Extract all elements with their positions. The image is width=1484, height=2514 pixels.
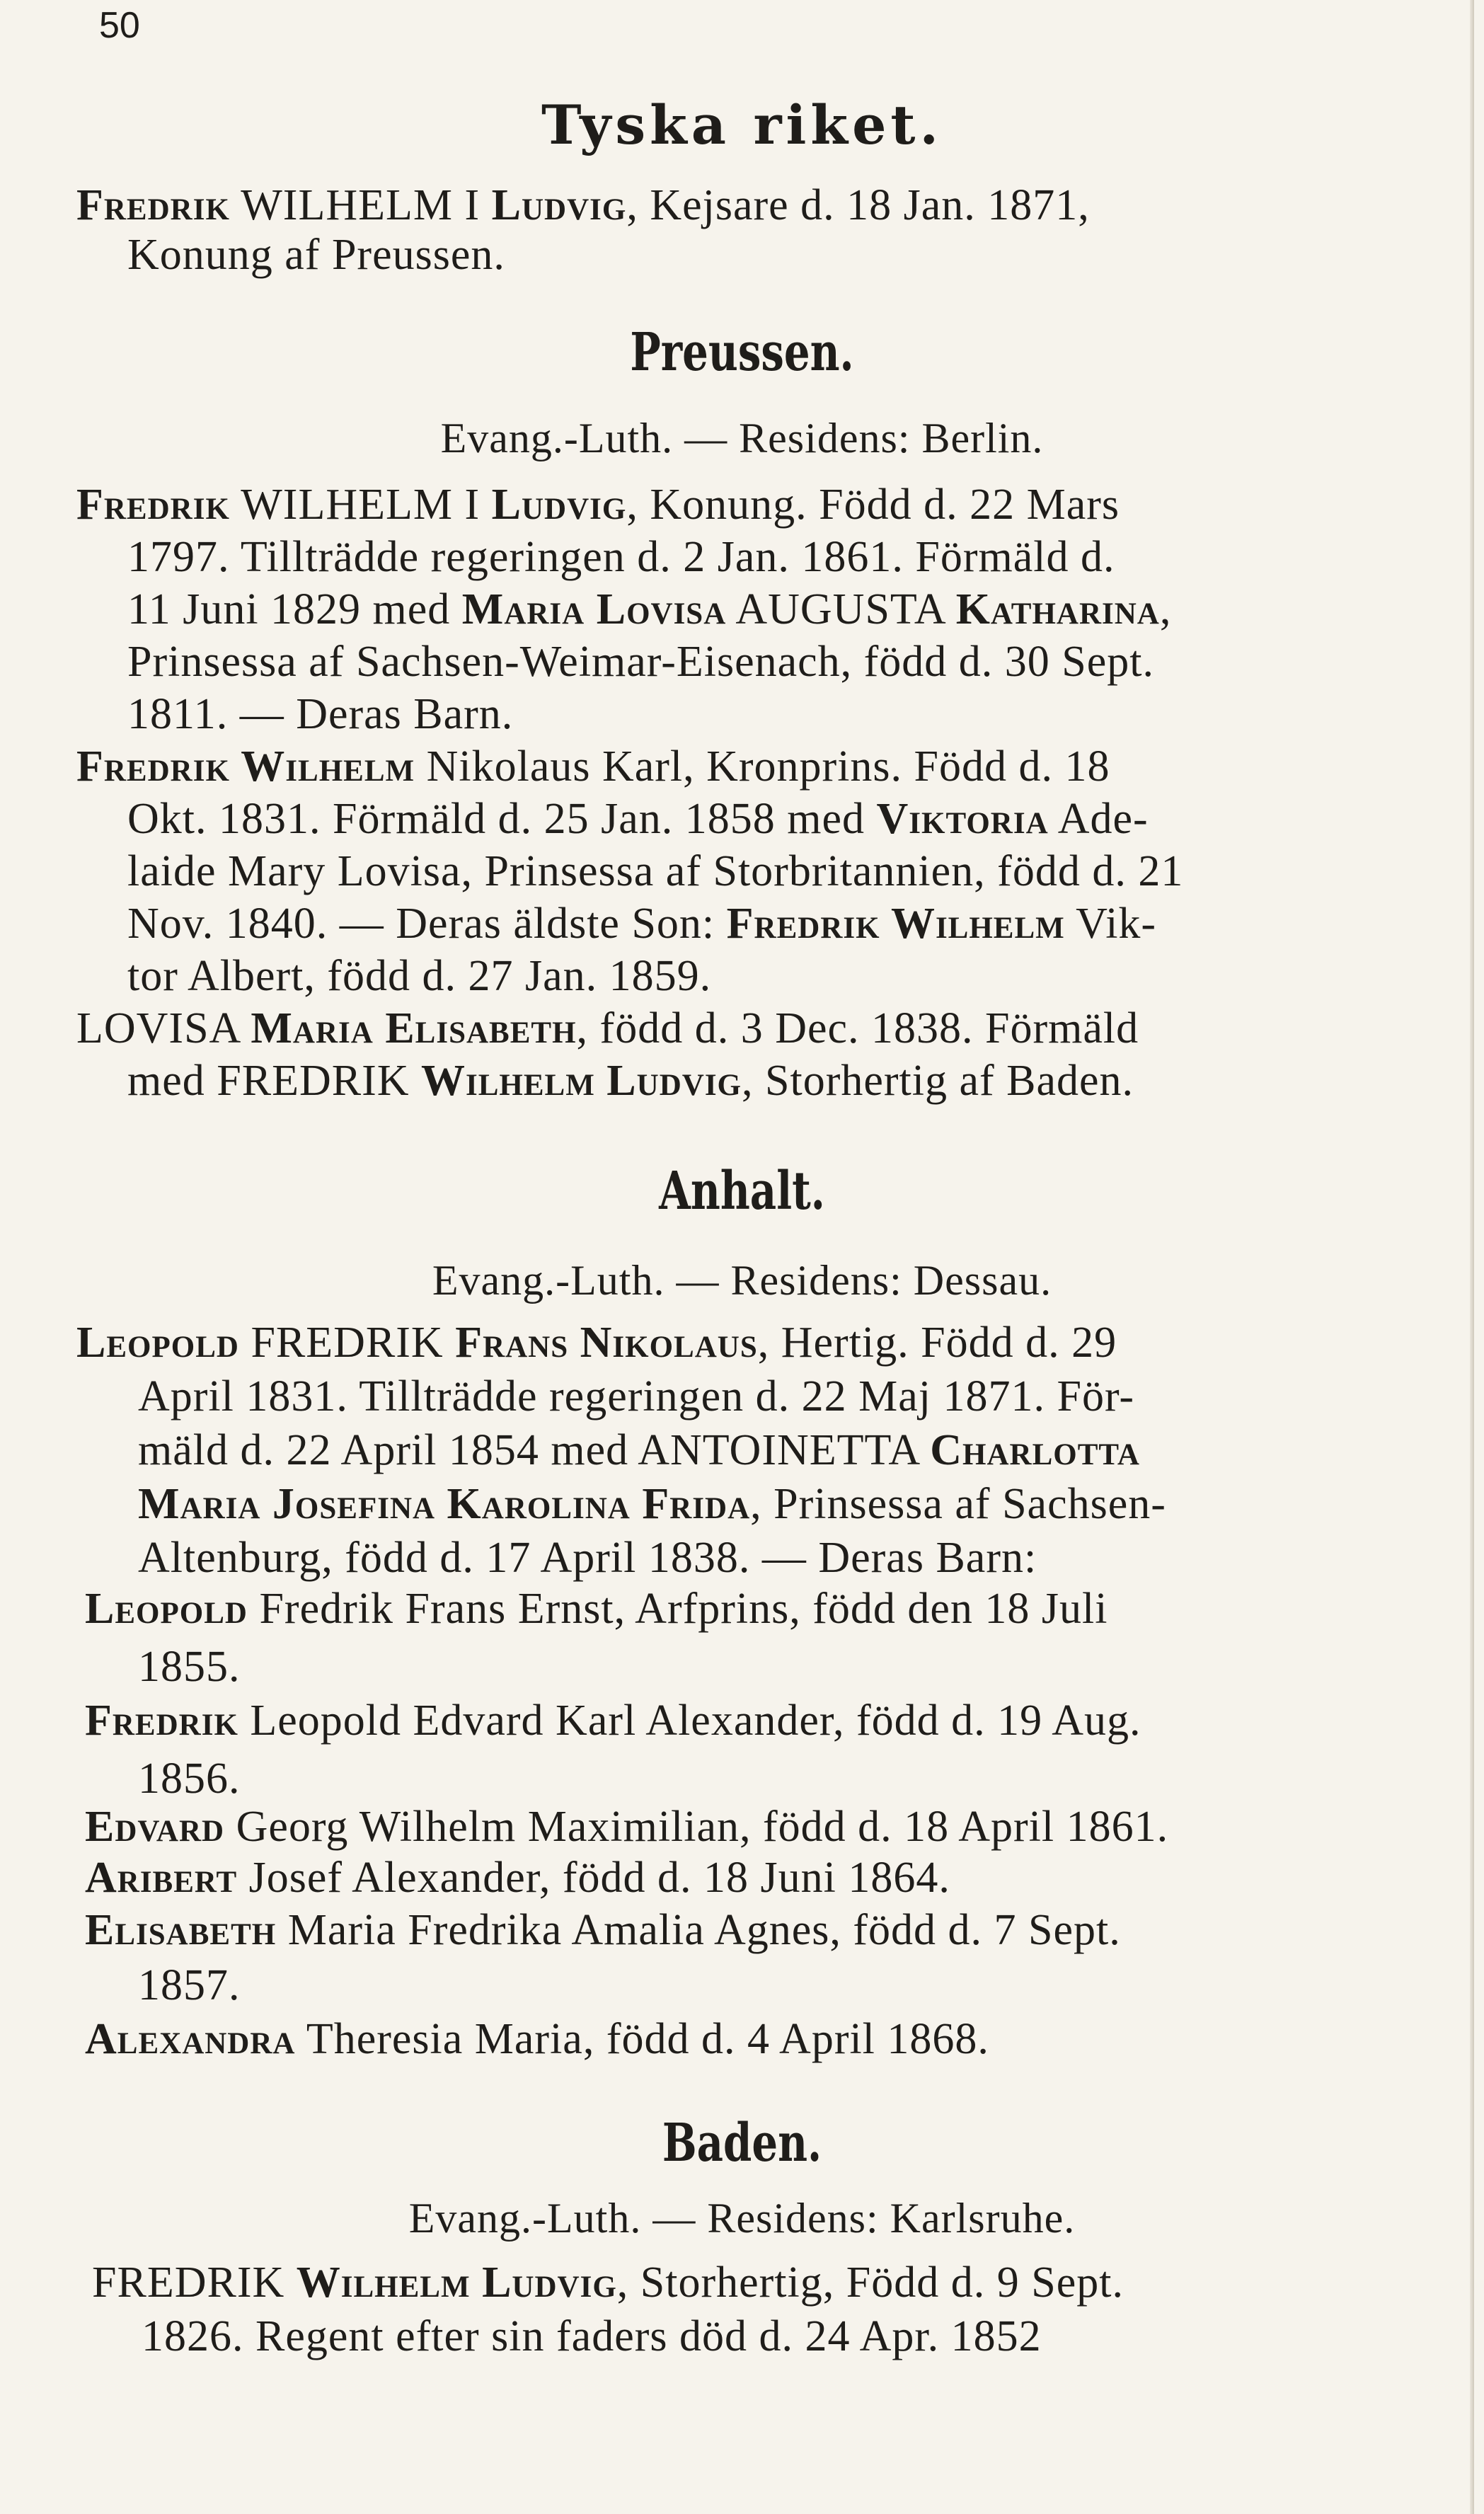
small-caps-name: Charlotta: [930, 1426, 1140, 1474]
entry-line: [76, 480, 1120, 530]
text-run: mäld d. 22 April 1854 med ANTOINETTA: [138, 1426, 931, 1474]
entry-line: [85, 1853, 950, 1903]
small-caps-name: Katharina: [955, 585, 1160, 633]
text-run: Georg Wilhelm Maximilian, född d. 18 April 1861.: [224, 1803, 1169, 1851]
small-caps-name: Maria Lovisa: [461, 585, 727, 633]
text-run: , född d. 3 Dec. 1838. Förmäld: [576, 1004, 1139, 1052]
entry-line: [138, 1479, 1166, 1529]
text-run: , Storhertig af Baden.: [742, 1057, 1134, 1105]
entry-line: [92, 2258, 1124, 2308]
text-run: , Hertig. Född d. 29: [757, 1319, 1117, 1367]
text-run: Vik-: [1064, 900, 1157, 948]
text-run: Theresia Maria, född d. 4 April 1868.: [295, 2015, 989, 2063]
text-run: AUGUSTA: [726, 585, 956, 633]
small-caps-name: Aribert: [85, 1854, 238, 1902]
entry-line: tor Albert, född d. 27 Jan. 1859.: [127, 952, 712, 1000]
entry-line: [76, 180, 1090, 231]
entry-line: Altenburg, född d. 17 April 1838. — Deras Barn:: [138, 1534, 1037, 1582]
small-caps-name: Maria Elisabeth: [251, 1004, 577, 1052]
small-caps-name: Ludvig: [491, 481, 627, 529]
text-run: FREDRIK: [238, 1319, 456, 1367]
text-run: WILHELM I: [229, 181, 492, 229]
section-subline-anhalt: Evang.-Luth. — Residens: Dessau.: [432, 1257, 1052, 1304]
small-caps-name: Fredrik: [76, 481, 230, 529]
entry-line: [76, 742, 1110, 792]
entry-line: [85, 1905, 1121, 1956]
entry-line: [85, 1584, 1108, 1634]
text-run: Maria Fredrika Amalia Agnes, född d. 7 Sept.: [276, 1906, 1121, 1954]
entry-line: [85, 1696, 1141, 1746]
small-caps-name: Maria Josefina Karolina Frida: [138, 1480, 751, 1528]
text-run: Fredrik Frans Ernst, Arfprins, född den 18 Juli: [247, 1585, 1108, 1633]
entry-line: [127, 794, 1149, 844]
entry-line: [76, 1004, 1139, 1054]
section-heading-preussen: Preussen.: [630, 322, 854, 383]
small-caps-name: Ludvig: [491, 181, 627, 229]
small-caps-name: Wilhelm Ludvig: [421, 1057, 742, 1105]
text-run: Josef Alexander, född d. 18 Juni 1864.: [237, 1854, 950, 1902]
text-run: WILHELM I: [229, 481, 492, 529]
small-caps-name: Fredrik: [85, 1697, 238, 1745]
text-run: ,: [1159, 585, 1172, 633]
text-run: , Konung. Född d. 22 Mars: [626, 481, 1120, 529]
small-caps-name: Viktoria: [876, 795, 1049, 843]
small-caps-name: Fredrik Wilhelm: [76, 742, 415, 791]
small-caps-name: Wilhelm Ludvig: [296, 2258, 617, 2307]
section-subline-preussen: Evang.-Luth. — Residens: Berlin.: [440, 415, 1044, 461]
page-number: 50: [99, 5, 140, 46]
entry-line: 1855.: [138, 1643, 241, 1691]
small-caps-name: Fredrik: [76, 181, 230, 229]
text-run: , Kejsare d. 18 Jan. 1871,: [626, 181, 1090, 229]
entry-line: 1857.: [138, 1961, 241, 2009]
entry-line: 1856.: [138, 1755, 241, 1803]
text-run: , Prinsessa af Sachsen-: [750, 1480, 1166, 1528]
small-caps-name: Edvard: [85, 1803, 225, 1851]
small-caps-name: Leopold: [76, 1319, 239, 1367]
section-subline-baden: Evang.-Luth. — Residens: Karlsruhe.: [408, 2195, 1076, 2242]
entry-line: Prinsessa af Sachsen-Weimar-Eisenach, född d. 30 Sept.: [127, 638, 1154, 686]
small-caps-name: Fredrik Wilhelm: [726, 900, 1065, 948]
text-run: Nikolaus Karl, Kronprins. Född d. 18: [415, 742, 1110, 791]
entry-line: [76, 1318, 1117, 1368]
entry-line: [127, 1056, 1134, 1106]
small-caps-name: Leopold: [85, 1585, 248, 1633]
small-caps-name: Frans Nikolaus: [455, 1319, 758, 1367]
text-run: Leopold Edvard Karl Alexander, född d. 19 Aug.: [238, 1697, 1141, 1745]
entry-line: Konung af Preussen.: [127, 231, 505, 279]
small-caps-name: Alexandra: [85, 2015, 296, 2063]
entry-line: [127, 899, 1156, 949]
entry-line: [127, 585, 1171, 635]
entry-line: 1826. Regent efter sin faders död d. 24 Apr. 1852: [142, 2312, 1042, 2360]
text-run: med FREDRIK: [127, 1057, 421, 1105]
entry-line: 1811. — Deras Barn.: [127, 690, 514, 738]
entry-line: April 1831. Tillträdde regeringen d. 22 Maj 1871. För-: [138, 1372, 1135, 1420]
text-run: , Storhertig, Född d. 9 Sept.: [616, 2258, 1124, 2307]
entry-line: [85, 2014, 989, 2065]
text-run: Okt. 1831. Förmäld d. 25 Jan. 1858 med: [127, 795, 877, 843]
section-heading-anhalt: Anhalt.: [659, 1161, 825, 1222]
text-run: LOVISA: [76, 1004, 251, 1052]
text-run: 11 Juni 1829 med: [127, 585, 462, 633]
entry-line: [85, 1802, 1168, 1852]
entry-line: 1797. Tillträdde regeringen d. 2 Jan. 1861. Förmäld d.: [127, 533, 1115, 581]
text-run: FREDRIK: [92, 2258, 297, 2307]
section-heading-tyska-riket: Tyska riket.: [541, 93, 943, 156]
entry-line: laide Mary Lovisa, Prinsessa af Storbritannien, född d. 21: [127, 847, 1184, 895]
entry-line: [138, 1425, 1140, 1476]
text-run: Nov. 1840. — Deras äldste Son:: [127, 900, 727, 948]
small-caps-name: Elisabeth: [85, 1906, 277, 1954]
section-heading-baden: Baden.: [662, 2113, 822, 2174]
text-run: Ade-: [1048, 795, 1149, 843]
